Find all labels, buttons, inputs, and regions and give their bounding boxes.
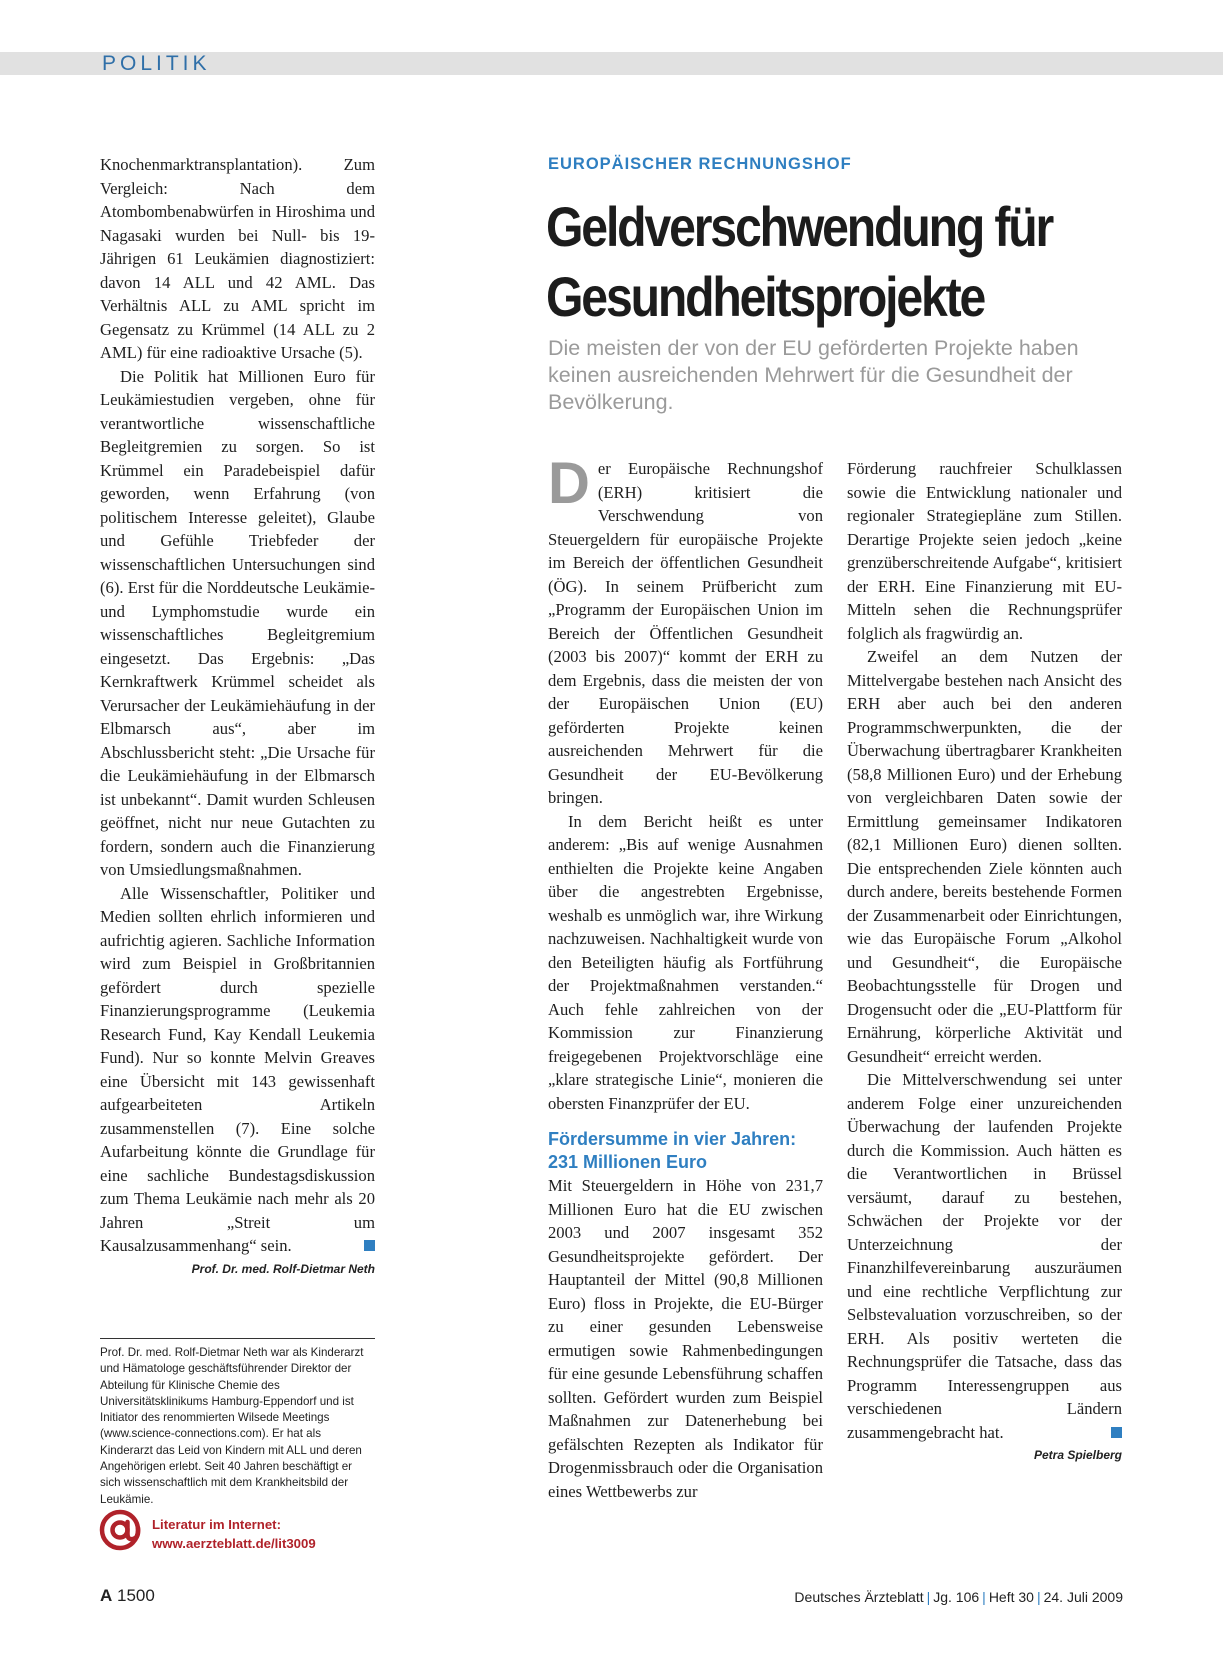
page-number-value: 1500: [117, 1586, 155, 1605]
footer-separator: |: [1036, 1589, 1041, 1605]
footer-journal: Deutsches Ärzteblatt: [794, 1589, 924, 1605]
left-paragraph-3: [100, 882, 375, 1258]
article-kicker: EUROPÄISCHER RECHNUNGSHOF: [548, 155, 852, 173]
author-bio: Prof. Dr. med. Rolf-Dietmar Neth war als Kinderarzt und Hämatologe geschäftsführender Direktor der Abteilung für Klinische Chemie des Universitätsklinikums Hamburg-Eppendorf und ist Initiator des renommierten Wilsede Meetings (www.science-connections.com). Er hat als Kinderarzt das Leid von Kindern mit ALL und deren Angehörigen erlebt. Seit 40 Jahren beschäftigt er sich wissenschaftlich mit dem Krankheitsbild der Leukämie.: [100, 1346, 364, 1506]
at-sign-icon: [98, 1508, 142, 1552]
article-headline: Geldverschwendung für Gesundheitsprojekte: [546, 195, 1053, 328]
article-column-2: [847, 457, 1122, 1464]
article-deck: Die meisten der von der EU geförderten Projekte haben keinen ausreichenden Mehrwert für die Gesundheit der Bevölkerung.: [548, 336, 1079, 414]
page-prefix: A: [100, 1586, 113, 1605]
article-paragraph-1-text: er Europäische Rechnungshof (ERH) kritisiert die Verschwendung von Steuergeldern für europäische Projekte im Bereich der öffentlichen Gesundheit (ÖG). In seinem Prüfbericht zum „Programm der Europäischen Union im Bereich der Öffentlichen Gesundheit (2003 bis 2007)“ kommt der ERH zu dem Ergebnis, dass die meisten der von der Europäischen Union (EU) geförderten Projekte keinen ausreichenden Mehrwert für die Gesundheit der EU-Bevölkerung bringen.: [548, 459, 823, 807]
footer-volume: Jg. 106: [933, 1589, 980, 1605]
article-paragraph-6: [847, 1068, 1122, 1444]
literature-link[interactable]: www.aerzteblatt.de/lit3009: [152, 1536, 316, 1551]
footer-issue: Heft 30: [988, 1589, 1034, 1605]
end-square-icon: [1111, 1427, 1122, 1438]
page-number: [100, 1585, 155, 1607]
footer-separator: |: [982, 1589, 986, 1605]
left-paragraph-3-text: Alle Wissenschaftler, Politiker und Medien sollten ehrlich informieren und aufrichtig agieren. Sachliche Information wird zum Beispiel in Großbritannien gefördert durch spezielle Finanzierungsprogramme (Leukemia Research Fund, Kay Kendall Leukemia Fund). Nur so konnte Melvin Greaves eine Übersicht mit 143 gewissenhaft aufgearbeiteten Artikeln zusammenstellen (7). Eine solche Aufarbeitung könnte die Grundlage für eine sachliche Bundestagsdiskussion zum Thema Leukämie nach mehr als 20 Jahren „Streit um Kausalzusammenhang“ sein.: [100, 883, 375, 1255]
left-article-author: Prof. Dr. med. Rolf-Dietmar Neth: [191, 1261, 375, 1276]
section-label: POLITIK: [102, 52, 211, 75]
article-paragraph-1: [548, 451, 823, 810]
article-column-1: [548, 451, 823, 1503]
article-author: Petra Spielberg: [1033, 1448, 1122, 1462]
article-paragraph-2: In dem Bericht heißt es unter anderem: „Bis auf wenige Ausnahmen enthielten die Projekte keine Angaben über die angestrebten Ergebnisse, weshalb es unmöglich war, ihre Wirkung nachzuweisen. Nachhaltigkeit wurde von den Beteiligten häufig als Fortführung der Projektmaßnahmen verstanden.“ Auch fehle zahlreichen von der Kommission zur Finanzierung freigegebenen Projektvorschläge eine „klare strategische Linie“, monieren die obersten Finanzprüfer der EU.: [548, 811, 823, 1113]
literature-label: Literatur im Internet:: [152, 1517, 281, 1532]
article-paragraph-4: Förderung rauchfreier Schulklassen sowie die Entwicklung nationaler und regionaler Strategiepläne zum Stillen. Derartige Projekte seien jedoch „keine grenzüberschreitende Aufgabe“, kritisiert der ERH. Eine Finanzierung mit EU-Mitteln sehen die Rechnungsprüfer folglich als fragwürdig an.: [847, 459, 1122, 643]
end-square-icon: [364, 1240, 375, 1251]
footer-date: 24. Juli 2009: [1043, 1589, 1123, 1605]
article-paragraph-5: Zweifel an dem Nutzen der Mittelvergabe bestehen nach Ansicht des ERH aber auch bei den anderen Programmschwerpunkten, die der Überwachung übertragbarer Krankheiten (58,8 Millionen Euro) und der Erhebung von vergleichbaren Daten sowie der Ermittlung gemeinsamer Indikatoren (82,1 Millionen Euro) dienen sollten. Die entsprechenden Ziele könnten auch durch andere, bereits bestehende Formen der Zusammenarbeit oder Einrichtungen, wie das Europäische Forum „Alkohol und Gesundheit“, die Europäische Beobachtungsstelle für Drogen und Drogensucht oder die „EU-Plattform für Ernährung, körperliche Aktivität und Gesundheit“ erreicht werden.: [847, 647, 1122, 1066]
left-paragraph-1: Knochenmarktransplantation). Zum Vergleich: Nach dem Atombombenabwürfen in Hiroshima und Nagasaki wurden bei Null- bis 19-Jährigen 61 Leukämien diagnostiziert: davon 14 ALL und 42 AML. Das Verhältnis ALL zu AML spricht im Gegensatz zu Krümmel (14 ALL zu 2 AML) für eine radioaktive Ursache (5).: [100, 155, 375, 362]
footer-publication-info: [794, 1587, 1123, 1607]
footer-separator: |: [926, 1589, 931, 1605]
left-paragraph-2: Die Politik hat Millionen Euro für Leukämiestudien vergeben, ohne für verantwortliche wissenschaftliche Begleitgremien zu sorgen. So ist Krümmel ein Paradebeispiel dafür geworden, wenn Erfahrung (von politischem Interesse geleitet), Glaube und Gefühle Triebfeder der wissenschaftlichen Untersuchungen sind (6). Erst für die Norddeutsche Leukämie- und Lymphomstudie wurde ein wissenschaftliches Begleitgremium eingesetzt. Das Ergebnis: „Das Kernkraftwerk Krümmel scheidet als Verursacher der Leukämiehäufung in der Elbmarsch aus“, aber im Abschlussbericht steht: „Die Ursache für die Leukämiehäufung in der Elbmarsch ist unbekannt“. Damit wurden Schleusen geöffnet, nicht nur neue Gutachten zu fordern, sondern auch die Finanzierung von Umsiedlungsmaßnahmen.: [100, 366, 375, 879]
article-subheading: Fördersumme in vier Jahren: 231 Millionen Euro: [548, 1129, 797, 1172]
bio-divider: [100, 1338, 375, 1339]
article-paragraph-3: Mit Steuergeldern in Höhe von 231,7 Millionen Euro hat die EU zwischen 2003 und 2007 insgesamt 352 Gesundheitsprojekte gefördert. Der Hauptanteil der Mittel (90,8 Millionen Euro) floss in Projekte, die EU-Bürger zu einer gesunden Lebensweise ermutigen sowie Rahmenbedingungen für eine gesunde Lebensführung schaffen sollten. Gefördert wurden zum Beispiel Maßnahmen zur Datenerhebung bei gefälschten Rezepten als Indikator für Drogenmissbrauch oder die Organisation eines Wettbewerbs zur: [548, 1176, 823, 1501]
left-column: [100, 153, 375, 1278]
article-paragraph-6-text: Die Mittelverschwendung sei unter anderem Folge einer unzureichenden Überwachung der laufenden Projekte durch die Kommission. Auch hätten es die Verantwortlichen in Brüssel versäumt, darauf zu bestehen, Schwächen der Projekte vor der Unterzeichnung der Finanzhilfevereinbarung auszuräumen und eine rechtliche Verpflichtung zur Selbstevaluation vorzuschreiben, so der ERH. Als positiv werteten die Rechnungsprüfer die Tatsache, dass das Programm Interessengruppen aus verschiedenen Ländern zusammengebracht hat.: [847, 1070, 1122, 1442]
drop-cap: D: [548, 451, 590, 516]
